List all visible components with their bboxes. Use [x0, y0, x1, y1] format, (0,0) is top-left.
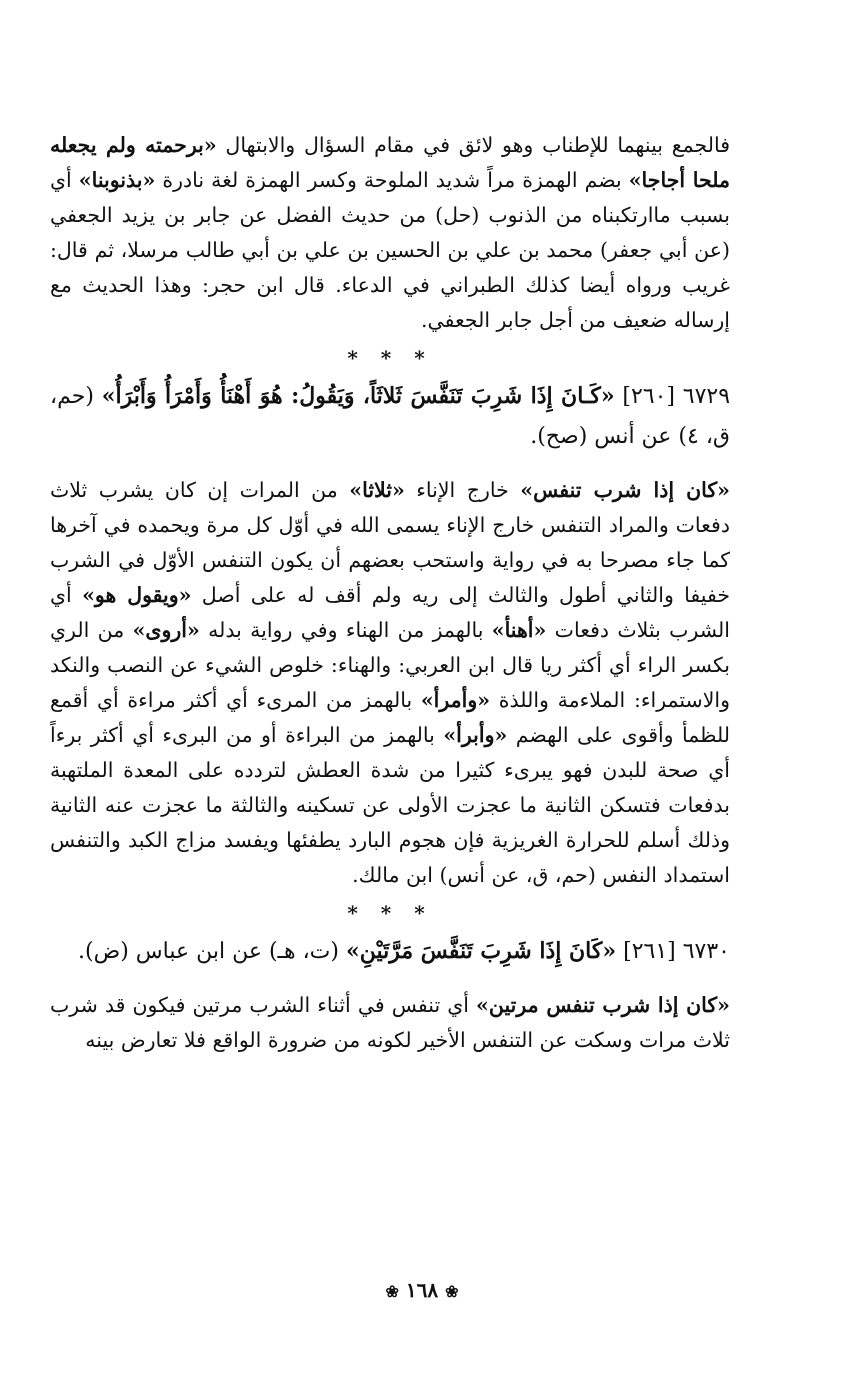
text-run: بالهمز من الهناء وفي رواية بدله [199, 618, 492, 642]
quoted-phrase: «وأبرأ» [443, 723, 508, 747]
text-run: أي الشرب بثلاث دفعات [50, 583, 730, 642]
commentary-paragraph [50, 473, 730, 893]
page-footer [0, 1278, 844, 1302]
quoted-phrase: «أهنأ» [491, 618, 547, 642]
quoted-phrase: «أروى» [132, 618, 200, 642]
quoted-phrase: «برحمته ولم يجعله [50, 133, 217, 157]
text-run: من الري بكسر الراء أي أكثر ريا قال ابن العربي: والهناء: خلوص الشيء عن النصب والنكد والاستمراء: الملاءمة واللذة [50, 618, 730, 712]
quoted-phrase: «بذنوبنا» [78, 168, 156, 192]
ornament-icon: ❀ [385, 1282, 399, 1301]
text-run: بالهمز من المرىء أي أكثر مراءة أي أقمع للظمأ وأقوى على الهضم [50, 688, 730, 747]
quoted-phrase: «كان إذا شرب تنفس» [520, 478, 730, 502]
ornament-icon: ❀ [445, 1282, 459, 1301]
text-run: أي بسبب ماارتكبناه من الذنوب (حل) من حديث الفضل عن جابر بن يزيد الجعفي (عن أبي جعفر) محمد بن علي بن الحسين بن علي بن أبي طالب مرسلا، ثم قال: غريب ورواه أيضا كذلك الطبراني في الدعاء. قال ابن حجر: وهذا الحديث مع إرساله ضعيف من أجل جابر الجعفي. [50, 168, 730, 332]
hadith-source: (ت، هـ) عن ابن عباس (ض). [78, 939, 346, 964]
hadith-text: «كَانَ إِذَا شَرِبَ تَنَفَّسَ مَرَّتَيْنِ» [345, 938, 617, 964]
hadith-number: ٦٧٢٩ [٢٦٠] [614, 384, 731, 409]
section-separator: * * * [347, 346, 433, 370]
hadith-text: «كَـانَ إِذَا شَرِبَ تَنَفَّسَ ثَلاثَاً، وَيَقُولُ: هُوَ أَهْنَأُ وَأَمْرَأُ وَأَبْرَأُ» [101, 383, 615, 409]
text-run: بالهمز من البراءة أو من البرىء أي أكثر برءاً أي صحة للبدن فهو يبرىء كثيرا من شدة العطش لتردده على المعدة الملتهبة بدفعات فتسكن الثانية ما عجزت الأولى عن تسكينه والثالثة ما عجزت عنه الثانية وذلك أسلم للحرارة الغريزية فإن هجوم البارد يطفئها ويفسد مزاج الكبد والتنفس استمداد النفس (حم، ق، عن أنس) ابن مالك. [50, 723, 730, 887]
spacer [50, 972, 730, 988]
hadith-entry [50, 376, 730, 457]
commentary-paragraph [50, 128, 730, 338]
text-run: فالجمع بينهما للإطناب وهو لائق في مقام السؤال والابتهال [216, 133, 730, 157]
text-run: من المرات إن كان يشرب ثلاث دفعات والمراد التنفس خارج الإناء يسمى الله في أوّل كل مرة ويحمده في آخرها كما جاء مصرحا به في رواية واستحب بعضهم أن يكون التنفس الأوّل في الشرب خفيفا والثاني أطول والثالث إلى ريه ولم أقف له على أصل [50, 478, 731, 607]
spacer [50, 457, 730, 473]
section-separator: * * * [347, 901, 433, 925]
commentary-paragraph [50, 988, 730, 1058]
page-body [50, 128, 730, 1058]
text-run: بضم الهمزة مراً شديد الملوحة وكسر الهمزة لغة نادرة [155, 168, 629, 192]
quoted-phrase: «ويقول هو» [82, 583, 192, 607]
quoted-phrase: «ثلاثا» [349, 478, 405, 502]
quoted-phrase: «وأمرأ» [420, 688, 491, 712]
hadith-entry [50, 931, 730, 972]
quoted-phrase: «كان إذا شرب تنفس مرتين» [476, 993, 730, 1017]
hadith-number: ٦٧٣٠ [٢٦١] [616, 939, 730, 964]
hadith-source: (حم، ق، ٤) عن أنس (صح). [50, 384, 730, 449]
text-run: خارج الإناء [404, 478, 521, 502]
text-run: أي تنفس في أثناء الشرب مرتين فيكون قد شرب ثلاث مرات وسكت عن التنفس الأخير لكونه من ضرورة الواقع فلا تعارض بينه [50, 993, 730, 1052]
page-number: ١٦٨ [405, 1278, 439, 1302]
quoted-phrase: ملحا أجاجا» [628, 168, 730, 192]
